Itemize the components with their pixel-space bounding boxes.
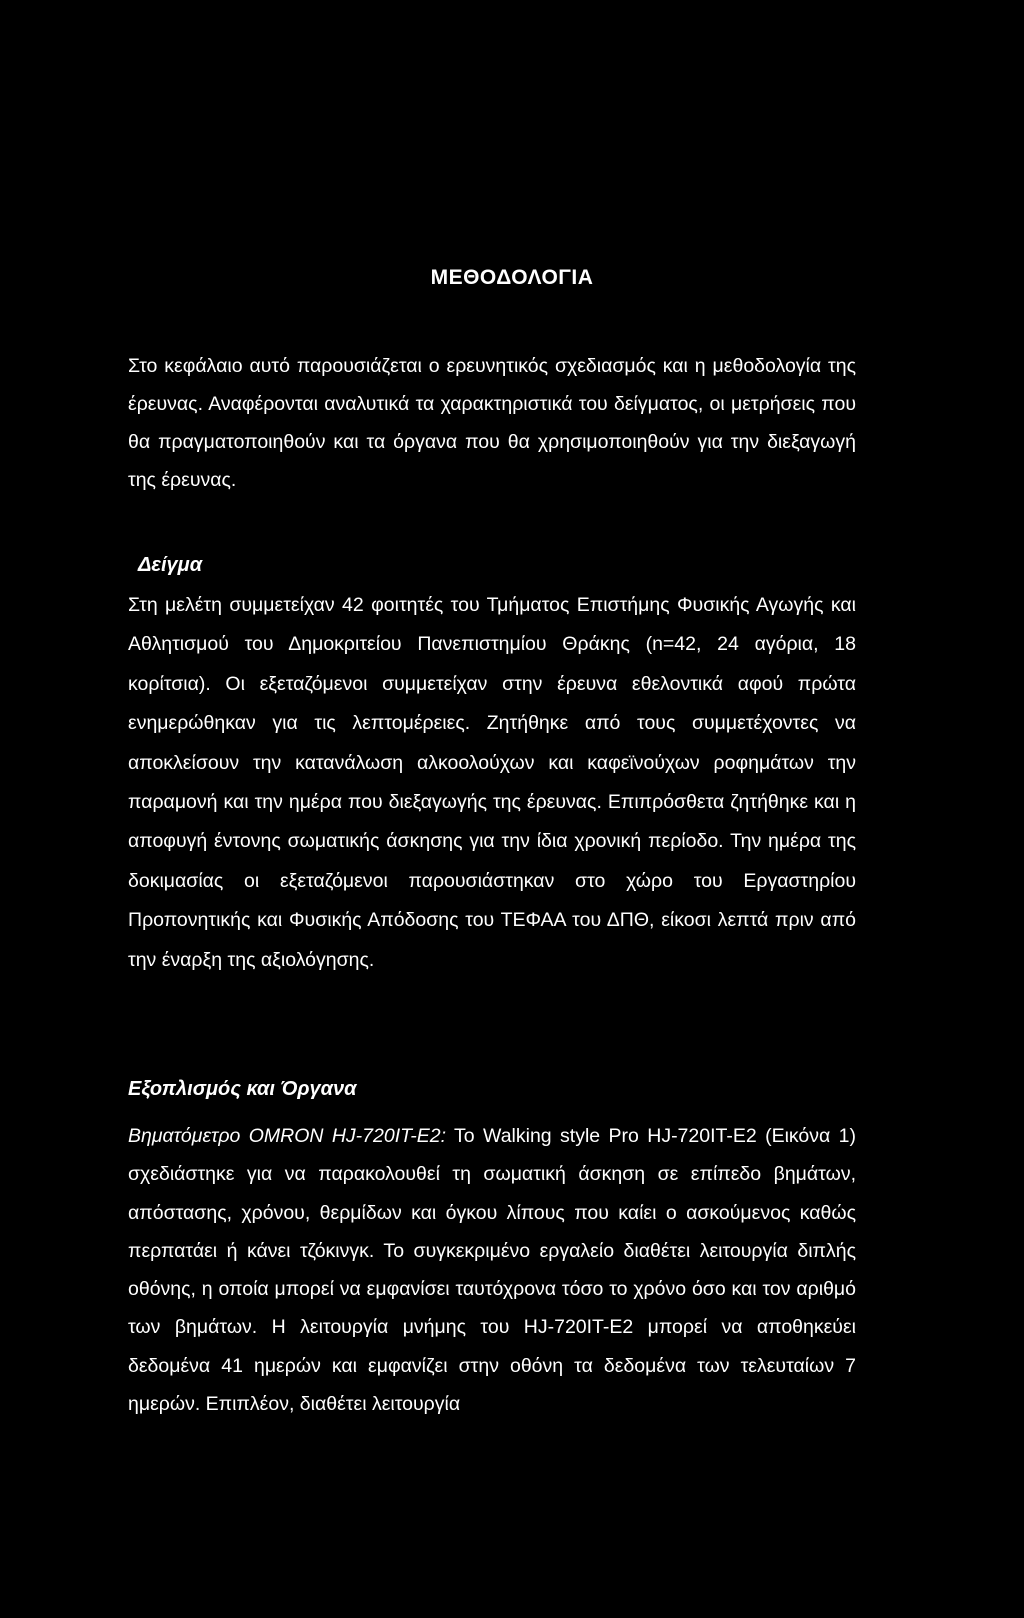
- sample-paragraph: Στη μελέτη συμμετείχαν 42 φοιτητές του Τμήματος Επιστήμης Φυσικής Αγωγής και Αθλητισμού του Δημοκριτείου Πανεπιστημίου Θράκης (n=42, 24 αγόρια, 18 κορίτσια). Οι εξεταζόμενοι συμμετείχαν στην έρευνα εθελοντικά αφού πρώτα ενημερώθηκαν για τις λεπτομέρειες. Ζητήθηκε από τους συμμετέχοντες να αποκλείσουν την κατανάλωση αλκοολούχων και καφεϊνούχων ροφημάτων την παραμονή και την ημέρα που διεξαγωγής της έρευνας. Επιπρόσθετα ζητήθηκε και η αποφυγή έντονης σωματικής άσκησης για την ίδια χρονική περίοδο. Την ημέρα της δοκιμασίας οι εξεταζόμενοι παρουσιάστηκαν στο χώρο του Εργαστηρίου Προπονητικής και Φυσικής Απόδοσης του ΤΕΦΑΑ του ΔΠΘ, είκοσι λεπτά πριν από την έναρξη της αξιολόγησης.: [128, 594, 856, 971]
- equipment-paragraph: [128, 1117, 856, 1423]
- section-heading-equipment: Εξοπλισμός και Όργανα: [128, 1078, 357, 1100]
- equipment-text: To Walking style Pro HJ-720IT-E2 (Εικόνα 1) σχεδιάστηκε για να παρακολουθεί τη σωματική άσκηση σε επίπεδο βημάτων, απόστασης, χρόνου, θερμίδων και όγκου λίπους που καίει ο ασκούμενος καθώς περπατάει ή κάνει τζόκινγκ. Το συγκεκριμένο εργαλείο διαθέτει λειτουργία διπλής οθόνης, η οποία μπορεί να εμφανίσει ταυτόχρονα τόσο το χρόνο όσο και τον αριθμό των βημάτων. Η λειτουργία μνήμης του HJ-720IT-E2 μπορεί να αποθηκεύει δεδομένα 41 ημερών και εμφανίζει στην οθόνη τα δεδομένα των τελευταίων 7 ημερών. Επιπλέον, διαθέτει λειτουργία: [128, 1125, 857, 1416]
- page-title: ΜΕΘΟΔΟΛΟΓΙΑ: [430, 266, 594, 289]
- device-label: Βηματόμετρο OMRON HJ-720IT-E2:: [128, 1125, 447, 1147]
- intro-paragraph: Στο κεφάλαιο αυτό παρουσιάζεται ο ερευνητικός σχεδιασμός και η μεθοδολογία της έρευνας. Αναφέρονται αναλυτικά τα χαρακτηριστικά του δείγματος, οι μετρήσεις που θα πραγματοποιηθούν και τα όργανα που θα χρησιμοποιηθούν για την διεξαγωγή της έρευνας.: [128, 355, 856, 491]
- section-heading-sample: Δείγμα: [138, 554, 203, 576]
